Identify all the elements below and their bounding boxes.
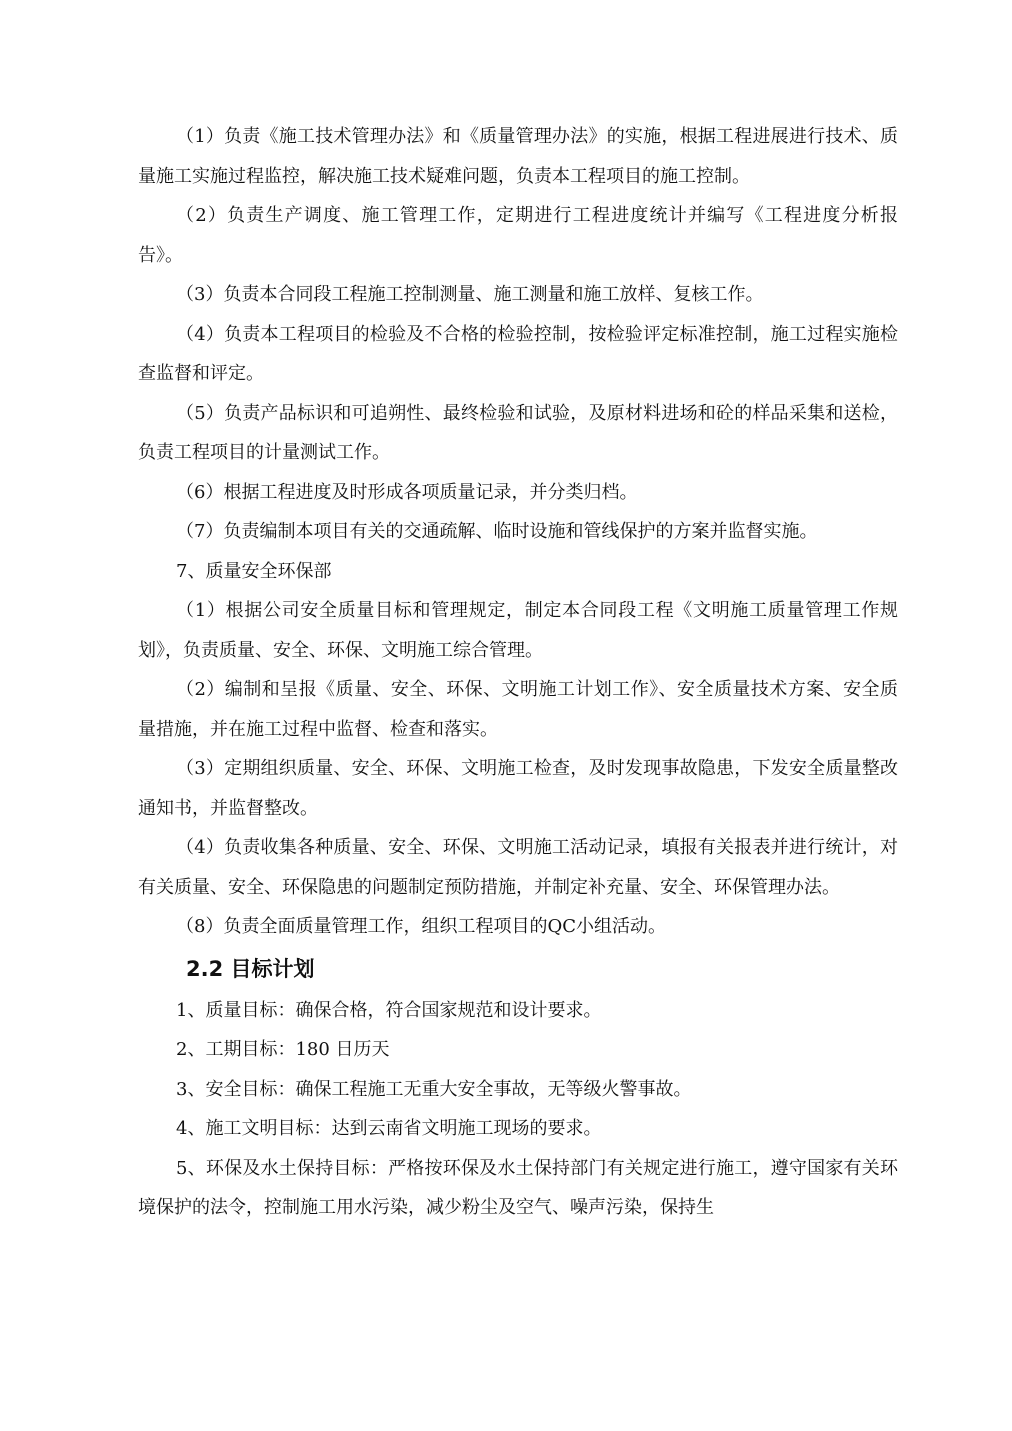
paragraph-a1: （1）负责《施工技术管理办法》和《质量管理办法》的实施，根据工程进展进行技术、质量施工实施过程监控，解决施工技术疑难问题，负责本工程项目的施工控制。 (138, 126, 898, 187)
subsection-title: 7、质量安全环保部 (176, 560, 332, 582)
document-page (138, 117, 898, 1228)
paragraph-a5: （5）负责产品标识和可追朔性、最终检验和试验，及原材料进场和砼的样品采集和送检，负责工程项目的计量测试工作。 (138, 402, 898, 463)
paragraph-a4: （4）负责本工程项目的检验及不合格的检验控制，按检验评定标准控制，施工过程实施检查监督和评定。 (138, 323, 898, 384)
goal-civilized: 4、施工文明目标：达到云南省文明施工现场的要求。 (176, 1118, 602, 1139)
section-heading: 2.2 目标计划 (186, 956, 315, 981)
goal-safety: 3、安全目标：确保工程施工无重大安全事故，无等级火警事故。 (176, 1078, 692, 1100)
paragraph-b4: （4）负责收集各种质量、安全、环保、文明施工活动记录，填报有关报表并进行统计，对有关质量、安全、环保隐患的问题制定预防措施，并制定补充量、安全、环保管理办法。 (138, 837, 898, 898)
paragraph-b3: （3）定期组织质量、安全、环保、文明施工检查，及时发现事故隐患，下发安全质量整改通知书，并监督整改。 (138, 758, 898, 819)
paragraph-b2: （2）编制和呈报《质量、安全、环保、文明施工计划工作》、安全质量技术方案、安全质量措施，并在施工过程中监督、检查和落实。 (138, 679, 898, 740)
goal-schedule: 2、工期目标：180 日历天 (176, 1039, 390, 1060)
paragraph-a6: （6）根据工程进度及时形成各项质量记录，并分类归档。 (176, 481, 638, 503)
paragraph-b1: （1）根据公司安全质量目标和管理规定，制定本合同段工程《文明施工质量管理工作规划》，负责质量、安全、环保、文明施工综合管理。 (138, 600, 898, 661)
goal-quality: 1、质量目标：确保合格，符合国家规范和设计要求。 (176, 999, 602, 1021)
goal-environment: 5、环保及水土保持目标：严格按环保及水土保持部门有关规定进行施工，遵守国家有关环境保护的法令，控制施工用水污染，减少粉尘及空气、噪声污染，保持生 (138, 1157, 898, 1218)
paragraph-b8: （8）负责全面质量管理工作，组织工程项目的QC小组活动。 (176, 916, 666, 937)
paragraph-a2: （2）负责生产调度、施工管理工作，定期进行工程进度统计并编写《工程进度分析报告》。 (138, 205, 898, 266)
paragraph-a3: （3）负责本合同段工程施工控制测量、施工测量和施工放样、复核工作。 (176, 284, 764, 305)
paragraph-a7: （7）负责编制本项目有关的交通疏解、临时设施和管线保护的方案并监督实施。 (176, 521, 818, 542)
